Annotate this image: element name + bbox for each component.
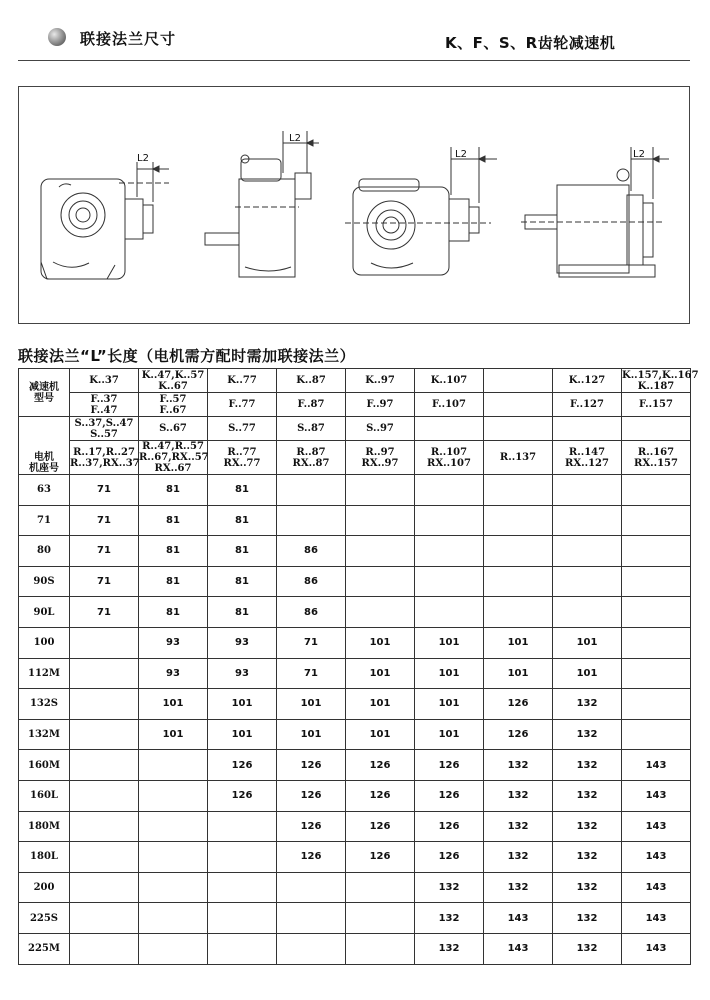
length-cell (277, 505, 346, 536)
label-line: 机座号 (29, 463, 59, 474)
length-cell (139, 933, 208, 964)
header-divider (18, 60, 690, 61)
length-cell: 132 (553, 750, 622, 781)
length-cell: 101 (553, 658, 622, 689)
table-row (19, 903, 691, 934)
motor-frame-cell: 160M (19, 750, 70, 781)
header-row (19, 369, 691, 393)
table-row (19, 689, 691, 720)
length-cell: 132 (553, 872, 622, 903)
length-cell: 126 (415, 780, 484, 811)
length-cell: 126 (346, 750, 415, 781)
model-cell (208, 393, 277, 417)
length-cell (70, 903, 139, 934)
model-line: RX..97 (361, 457, 399, 469)
length-cell: 132 (553, 842, 622, 873)
length-cell: 81 (139, 505, 208, 536)
length-cell (484, 475, 553, 506)
model-line: S..37,S..47 (74, 417, 134, 429)
model-cell (208, 417, 277, 441)
length-cell (277, 475, 346, 506)
length-cell: 132 (553, 780, 622, 811)
length-cell (208, 933, 277, 964)
length-cell: 126 (277, 750, 346, 781)
length-cell (277, 903, 346, 934)
length-cell (346, 536, 415, 567)
length-cell (70, 750, 139, 781)
k-type-drawing (41, 153, 169, 279)
length-cell: 86 (277, 536, 346, 567)
length-cell: 132 (484, 750, 553, 781)
r-l2-label: L2 (633, 149, 645, 160)
s-l2-label: L2 (455, 149, 467, 160)
model-line: R..167 (637, 446, 675, 458)
motor-frame-cell: 180L (19, 842, 70, 873)
length-cell (415, 597, 484, 628)
length-cell (277, 933, 346, 964)
model-cell (277, 417, 346, 441)
model-cell (139, 417, 208, 441)
length-cell: 126 (277, 811, 346, 842)
model-cell (484, 369, 553, 393)
length-cell: 81 (208, 597, 277, 628)
model-cell (70, 369, 139, 393)
product-title: K、F、S、R齿轮减速机 (445, 34, 616, 52)
length-cell (622, 597, 691, 628)
length-cell (139, 842, 208, 873)
gearbox-drawings (19, 87, 689, 323)
length-cell: 126 (484, 719, 553, 750)
motor-frame-cell: 132M (19, 719, 70, 750)
model-cell (346, 417, 415, 441)
length-cell: 132 (553, 933, 622, 964)
model-line: R..87 (296, 446, 326, 458)
length-cell: 101 (208, 689, 277, 720)
length-cell: 101 (346, 658, 415, 689)
length-cell: 81 (139, 597, 208, 628)
model-line: F..67 (159, 404, 187, 416)
model-line: F..47 (90, 404, 118, 416)
length-cell: 126 (415, 750, 484, 781)
length-cell: 143 (622, 903, 691, 934)
motor-frame-cell: 90L (19, 597, 70, 628)
motor-frame-cell: 225S (19, 903, 70, 934)
model-line: RX..127 (565, 457, 609, 469)
length-cell (139, 750, 208, 781)
motor-frame-cell: 63 (19, 475, 70, 506)
length-cell: 101 (208, 719, 277, 750)
length-cell (70, 689, 139, 720)
length-cell: 132 (415, 872, 484, 903)
length-cell (484, 566, 553, 597)
model-cell (277, 369, 346, 393)
motor-frame-cell: 112M (19, 658, 70, 689)
length-cell (622, 505, 691, 536)
length-cell: 143 (622, 933, 691, 964)
model-line: K..47,K..57 (141, 369, 205, 381)
model-cell (553, 417, 622, 441)
length-cell: 101 (415, 689, 484, 720)
model-line: R..17,R..27 (73, 446, 135, 458)
model-cell (484, 441, 553, 475)
length-cell (139, 903, 208, 934)
table-row (19, 597, 691, 628)
table-row (19, 811, 691, 842)
model-cell (346, 393, 415, 417)
motor-frame-cell: 132S (19, 689, 70, 720)
motor-frame-cell: 200 (19, 872, 70, 903)
length-cell (484, 597, 553, 628)
length-cell (415, 505, 484, 536)
length-cell (70, 627, 139, 658)
model-line: F..37 (90, 393, 118, 405)
table-row (19, 566, 691, 597)
model-line: F..107 (432, 399, 466, 410)
model-line: F..157 (639, 399, 673, 410)
model-line: RX..107 (427, 457, 471, 469)
length-cell: 71 (70, 536, 139, 567)
length-cell (70, 780, 139, 811)
length-cell (346, 872, 415, 903)
s-type-drawing (345, 147, 497, 275)
length-cell: 126 (346, 811, 415, 842)
length-cell: 126 (208, 750, 277, 781)
model-cell (415, 417, 484, 441)
table-title: 联接法兰“L”长度（电机需方配时需加联接法兰） (18, 347, 356, 365)
flange-length-table (18, 368, 699, 965)
length-cell: 132 (553, 689, 622, 720)
model-line: RX..87 (292, 457, 330, 469)
table-row (19, 627, 691, 658)
length-cell (208, 842, 277, 873)
header-row (19, 441, 691, 475)
length-cell: 93 (139, 627, 208, 658)
length-cell: 126 (346, 842, 415, 873)
length-cell: 81 (208, 566, 277, 597)
length-cell (553, 536, 622, 567)
length-cell (553, 505, 622, 536)
model-line: F..97 (366, 399, 394, 410)
model-line: K..107 (430, 375, 468, 386)
length-cell: 101 (415, 658, 484, 689)
length-cell: 93 (208, 627, 277, 658)
model-line: R..47,R..57 (142, 441, 204, 452)
table-row (19, 872, 691, 903)
length-cell (622, 689, 691, 720)
model-line: K..37 (89, 375, 119, 386)
model-line: F..127 (570, 399, 604, 410)
length-cell: 81 (208, 536, 277, 567)
model-cell (622, 417, 691, 441)
model-cell (208, 369, 277, 393)
header-row (19, 393, 691, 417)
length-cell: 81 (208, 505, 277, 536)
length-cell: 101 (484, 627, 553, 658)
motor-frame-cell: 160L (19, 780, 70, 811)
length-cell: 143 (622, 872, 691, 903)
motor-frame-cell: 225M (19, 933, 70, 964)
length-cell: 86 (277, 566, 346, 597)
length-cell: 71 (277, 627, 346, 658)
length-cell (277, 872, 346, 903)
header-row (19, 417, 691, 441)
table-row (19, 842, 691, 873)
model-cell (70, 441, 139, 475)
length-cell: 101 (415, 627, 484, 658)
length-cell: 101 (139, 689, 208, 720)
length-cell (139, 811, 208, 842)
length-cell (553, 475, 622, 506)
motor-frame-label (19, 417, 70, 475)
length-cell: 126 (415, 811, 484, 842)
length-cell (346, 903, 415, 934)
label-line: 电机 (34, 452, 54, 463)
length-cell: 93 (208, 658, 277, 689)
length-cell: 132 (484, 872, 553, 903)
length-cell: 71 (70, 505, 139, 536)
table-row (19, 719, 691, 750)
length-cell: 126 (277, 842, 346, 873)
model-cell (139, 369, 208, 393)
model-line: K..87 (296, 375, 326, 386)
length-cell (622, 719, 691, 750)
motor-frame-cell: 180M (19, 811, 70, 842)
length-cell: 101 (139, 719, 208, 750)
model-line: R..107 (430, 446, 468, 458)
length-cell: 132 (415, 903, 484, 934)
model-cell (346, 441, 415, 475)
length-cell (346, 597, 415, 628)
model-cell (277, 441, 346, 475)
length-cell (484, 536, 553, 567)
model-line: R..67,RX..57 (139, 452, 209, 463)
model-line: K..67 (158, 380, 188, 392)
table-row (19, 475, 691, 506)
model-line: F..77 (228, 399, 256, 410)
length-cell: 101 (346, 627, 415, 658)
length-cell: 101 (346, 689, 415, 720)
model-cell (70, 417, 139, 441)
model-cell (139, 393, 208, 417)
length-cell (208, 903, 277, 934)
f-type-drawing (205, 131, 319, 277)
length-cell (553, 597, 622, 628)
f-l2-label: L2 (289, 133, 301, 144)
table-row (19, 536, 691, 567)
length-cell: 81 (208, 475, 277, 506)
label-line: 型号 (34, 392, 54, 404)
model-cell (622, 441, 691, 475)
length-cell: 126 (346, 780, 415, 811)
length-cell: 126 (277, 780, 346, 811)
length-cell: 101 (415, 719, 484, 750)
length-cell: 143 (622, 842, 691, 873)
length-cell (70, 842, 139, 873)
length-cell: 143 (622, 811, 691, 842)
length-cell (346, 505, 415, 536)
length-cell: 143 (622, 780, 691, 811)
k-l2-label: L2 (137, 153, 149, 164)
length-cell (208, 872, 277, 903)
length-cell: 81 (139, 475, 208, 506)
length-cell: 132 (553, 719, 622, 750)
length-cell: 71 (277, 658, 346, 689)
model-cell (484, 417, 553, 441)
model-cell (553, 393, 622, 417)
length-cell (346, 566, 415, 597)
length-cell: 81 (139, 536, 208, 567)
motor-frame-cell: 80 (19, 536, 70, 567)
model-line: R..37,RX..37 (70, 457, 140, 469)
model-cell (553, 441, 622, 475)
length-cell (346, 475, 415, 506)
model-line: K..77 (227, 375, 257, 386)
length-cell: 132 (484, 811, 553, 842)
length-cell: 132 (415, 933, 484, 964)
model-line: RX..77 (223, 457, 261, 469)
length-cell (70, 872, 139, 903)
length-cell: 71 (70, 597, 139, 628)
length-cell: 143 (622, 750, 691, 781)
length-cell: 81 (139, 566, 208, 597)
length-cell: 71 (70, 475, 139, 506)
model-line: S..57 (90, 428, 118, 440)
length-cell: 101 (484, 658, 553, 689)
length-cell (208, 811, 277, 842)
model-line: K..97 (365, 375, 395, 386)
figure-panel (18, 86, 690, 324)
length-cell: 132 (553, 903, 622, 934)
length-cell: 132 (484, 780, 553, 811)
model-line: S..87 (297, 423, 325, 434)
model-cell (415, 369, 484, 393)
length-cell: 126 (484, 689, 553, 720)
length-cell: 132 (553, 811, 622, 842)
section-title: 联接法兰尺寸 (80, 30, 177, 48)
model-line: RX..157 (634, 457, 678, 469)
model-cell (139, 441, 208, 475)
table-row (19, 780, 691, 811)
model-cell (208, 441, 277, 475)
reducer-model-label (19, 369, 70, 417)
model-cell (415, 441, 484, 475)
model-line: R..77 (227, 446, 257, 458)
length-cell (346, 933, 415, 964)
length-cell (553, 566, 622, 597)
length-cell (139, 872, 208, 903)
model-cell (553, 369, 622, 393)
length-cell (622, 536, 691, 567)
r-type-drawing (521, 147, 669, 277)
table-row (19, 750, 691, 781)
motor-frame-cell: 90S (19, 566, 70, 597)
length-cell (622, 627, 691, 658)
length-cell: 86 (277, 597, 346, 628)
model-line: F..87 (297, 399, 325, 410)
label-line: 减速机 (29, 381, 59, 393)
length-cell (622, 566, 691, 597)
model-line: S..97 (366, 423, 394, 434)
length-cell (70, 658, 139, 689)
length-cell (484, 505, 553, 536)
length-cell (70, 933, 139, 964)
model-line: K..187 (637, 380, 675, 392)
length-cell (139, 780, 208, 811)
model-line: RX..67 (154, 463, 192, 474)
model-line: R..97 (365, 446, 395, 458)
length-cell: 71 (70, 566, 139, 597)
model-cell (622, 369, 699, 393)
model-line: S..77 (228, 423, 256, 434)
length-cell: 126 (208, 780, 277, 811)
table-row (19, 505, 691, 536)
model-cell (484, 393, 553, 417)
table-row (19, 658, 691, 689)
model-line: R..137 (499, 452, 537, 463)
length-cell: 143 (484, 933, 553, 964)
length-cell: 101 (346, 719, 415, 750)
model-line: K..157,K..167 (622, 369, 699, 381)
model-cell (622, 393, 691, 417)
model-cell (415, 393, 484, 417)
length-cell (70, 719, 139, 750)
length-cell: 143 (484, 903, 553, 934)
motor-frame-cell: 71 (19, 505, 70, 536)
length-cell: 101 (277, 719, 346, 750)
length-cell (70, 811, 139, 842)
length-cell: 132 (484, 842, 553, 873)
length-cell: 93 (139, 658, 208, 689)
model-cell (346, 369, 415, 393)
length-cell (622, 475, 691, 506)
model-line: K..127 (568, 375, 606, 386)
model-line: R..147 (568, 446, 606, 458)
length-cell (415, 536, 484, 567)
model-line: F..57 (159, 393, 187, 405)
bullet-icon (48, 28, 66, 46)
motor-frame-cell: 100 (19, 627, 70, 658)
model-line: S..67 (159, 423, 187, 434)
length-cell (415, 566, 484, 597)
model-cell (70, 393, 139, 417)
length-cell: 126 (415, 842, 484, 873)
page-header (0, 0, 710, 62)
length-cell: 101 (277, 689, 346, 720)
length-cell (622, 658, 691, 689)
length-cell (415, 475, 484, 506)
model-cell (277, 393, 346, 417)
table-row (19, 933, 691, 964)
length-cell: 101 (553, 627, 622, 658)
